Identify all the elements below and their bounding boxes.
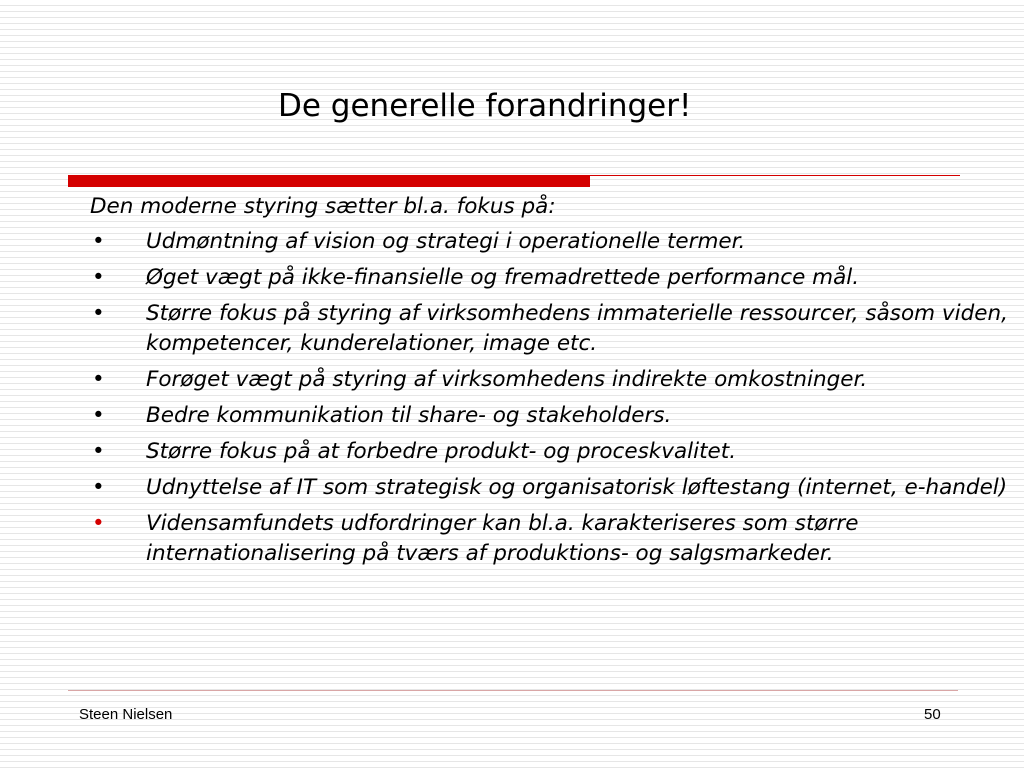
bullet-icon: • [92, 403, 105, 428]
bullet-icon: • [92, 367, 105, 392]
list-item [90, 365, 1010, 395]
bullet-text: Større fokus på at forbedre produkt- og proceskvalitet. [146, 439, 737, 464]
list-item [90, 299, 1010, 359]
bullet-icon: • [92, 229, 105, 254]
slide-body [90, 192, 1010, 575]
page-number: 50 [924, 706, 941, 723]
bullet-icon: • [92, 439, 105, 464]
intro-text: Den moderne styring sætter bl.a. fokus på: [90, 194, 556, 219]
list-item [90, 509, 1010, 569]
list-item [90, 401, 1010, 431]
bullet-icon: • [92, 301, 105, 326]
title-accent-line [590, 175, 960, 176]
bullet-text: Udnyttelse af IT som strategisk og organisatorisk løftestang (internet, e-handel) [146, 475, 1008, 500]
list-item [90, 473, 1010, 503]
bullet-text: Udmøntning af vision og strategi i operationelle termer. [146, 229, 746, 254]
bullet-text: Forøget vægt på styring af virksomhedens indirekte omkostninger. [146, 367, 868, 392]
red-bullet-icon: • [92, 511, 105, 536]
bullet-icon: • [92, 475, 105, 500]
title-accent-bar [68, 175, 590, 187]
footer-author: Steen Nielsen [79, 706, 173, 723]
list-item [90, 227, 1010, 257]
list-item [90, 263, 1010, 293]
bullet-text: Øget vægt på ikke-finansielle og fremadrettede performance mål. [146, 265, 860, 290]
bullet-text: Større fokus på styring af virksomhedens immaterielle ressourcer, såsom viden, kompetencer, kunderelationer, image etc. [146, 301, 1008, 356]
footer-divider [68, 690, 958, 691]
slide-title: De generelle forandringer! [278, 88, 692, 124]
bullet-text: Vidensamfundets udfordringer kan bl.a. karakteriseres som større internationalisering på tværs af produktions- og salgsmarkeder. [146, 511, 859, 566]
bullet-text: Bedre kommunikation til share- og stakeholders. [146, 403, 672, 428]
list-item [90, 437, 1010, 467]
bullet-list [90, 227, 1010, 569]
bullet-icon: • [92, 265, 105, 290]
